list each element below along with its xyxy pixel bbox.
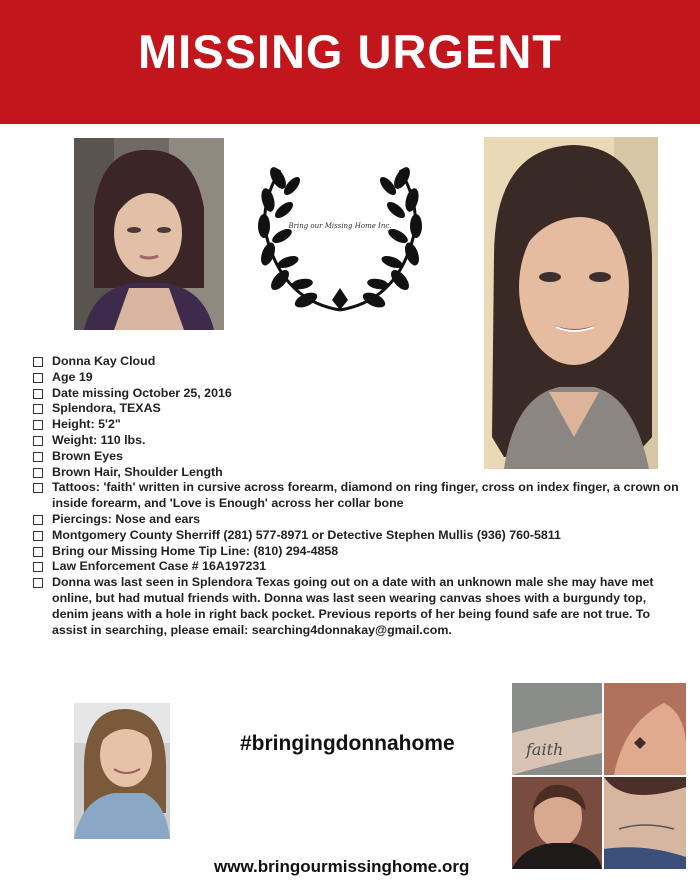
checkbox-icon <box>33 373 43 383</box>
checkbox-icon <box>33 578 43 588</box>
checkbox-icon <box>33 515 43 525</box>
checkbox-icon <box>33 436 43 446</box>
collage-photo-collarbone-tattoo <box>604 777 686 869</box>
checkbox-icon <box>33 420 43 430</box>
checkbox-icon <box>33 468 43 478</box>
photo-top-left <box>74 138 224 330</box>
website-url[interactable]: www.bringourmissinghome.org <box>214 857 470 876</box>
fact-eyes: Brown Eyes <box>30 449 680 465</box>
organization-logo <box>240 160 440 320</box>
collage-tattoo-text: faith <box>526 740 564 759</box>
fact-tip-line: Bring our Missing Home Tip Line: (810) 294-4858 <box>30 544 680 560</box>
checkbox-icon <box>33 357 43 367</box>
fact-piercings: Piercings: Nose and ears <box>30 512 680 528</box>
collage-photo-selfie <box>512 777 602 869</box>
checkbox-icon <box>33 562 43 572</box>
fact-age: Age 19 <box>30 370 680 386</box>
collage-photo-forearm-tattoo <box>512 683 602 775</box>
fact-tattoos: Tattoos: 'faith' written in cursive across forearm, diamond on ring finger, cross on index finger, a crown on inside forearm, and 'Love is Enough' across her collar bone <box>30 480 680 512</box>
fact-height: Height: 5'2" <box>30 417 680 433</box>
checkbox-icon <box>33 389 43 399</box>
laurel-wreath-icon <box>240 160 440 320</box>
checkbox-icon <box>33 452 43 462</box>
header-banner <box>0 0 700 124</box>
checkbox-icon <box>33 483 43 493</box>
poster-title: MISSING URGENT <box>138 25 562 78</box>
fact-description: Donna was last seen in Splendora Texas going out on a date with an unknown male she may have met online, but had mutual friends with. Donna was last seen wearing canvas shoes with a burgundy top, denim jeans with a hole in right back pocket. Previous reports of her being found safe are not true. To assist in searching, please email: searching4donnakay@gmail.com. <box>30 575 680 638</box>
fact-location: Splendora, TEXAS <box>30 401 680 417</box>
fact-sheriff-contact: Montgomery County Sherriff (281) 577-8971 or Detective Stephen Mullis (936) 760-5811 <box>30 528 680 544</box>
checkbox-icon <box>33 547 43 557</box>
tattoo-photo-collage <box>512 683 686 869</box>
fact-date-missing: Date missing October 25, 2016 <box>30 386 680 402</box>
fact-weight: Weight: 110 lbs. <box>30 433 680 449</box>
photo-bottom-left <box>74 703 170 839</box>
fact-hair: Brown Hair, Shoulder Length <box>30 465 680 481</box>
fact-name: Donna Kay Cloud <box>30 354 680 370</box>
checkbox-icon <box>33 404 43 414</box>
checkbox-icon <box>33 531 43 541</box>
fact-case-number: Law Enforcement Case # 16A197231 <box>30 559 680 575</box>
logo-text: Bring our Missing Home Inc. <box>288 222 392 230</box>
collage-photo-finger-tattoo <box>604 683 686 775</box>
hashtag-text: #bringingdonnahome <box>240 732 455 755</box>
facts-list <box>30 354 680 638</box>
